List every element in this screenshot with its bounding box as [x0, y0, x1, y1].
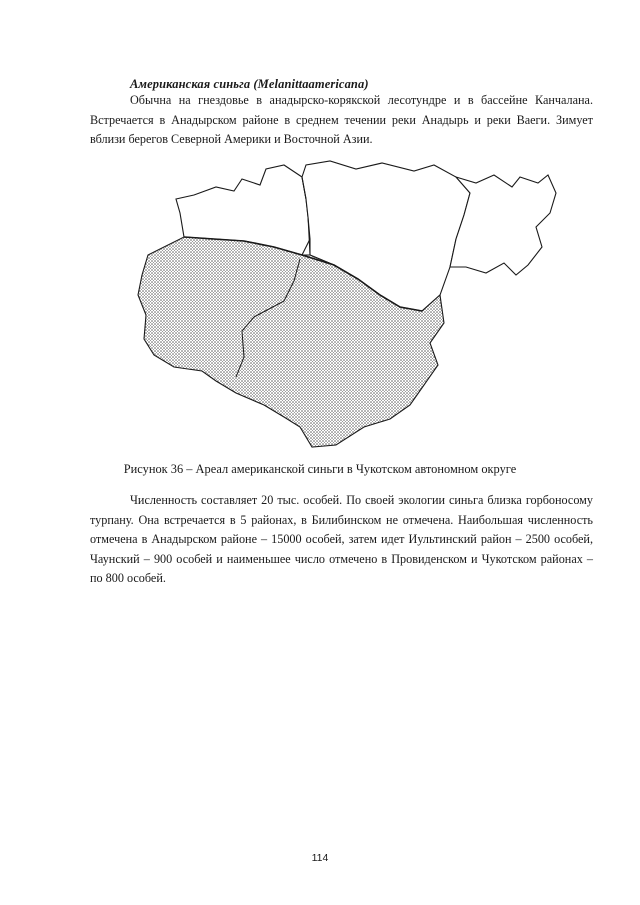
intro-paragraph: Обычна на гнездовье в анадырско-корякской лесотундре и в бассейне Канчалана. Встречается в Анадырском районе в среднем течении реки Анадырь и реки Ваеги. Зимует вблизи берегов Северной Америки и Восточной Азии. [90, 93, 593, 147]
body-paragraph: Численность составляет 20 тыс. особей. По своей экологии синьга близка горбоносому турпану. Она встречается в 5 районах, в Билибинском не отмечена. Наибольшая численность отмечена в Анадырском районе – 15000 особей, затем идет Иультинский район – 2500 особей, Чаунский – 900 особей и наименьшее число отмечено в Провиденском и Чукотском районах – по 800 особей. [90, 493, 593, 586]
range-map [124, 155, 564, 455]
page-number: 114 [311, 852, 329, 864]
section-heading: Американская синьга (Melanittaamericana) [130, 77, 369, 91]
figure-caption: Рисунок 36 – Ареал американской синьги в Чукотском автономном округе [123, 462, 517, 476]
